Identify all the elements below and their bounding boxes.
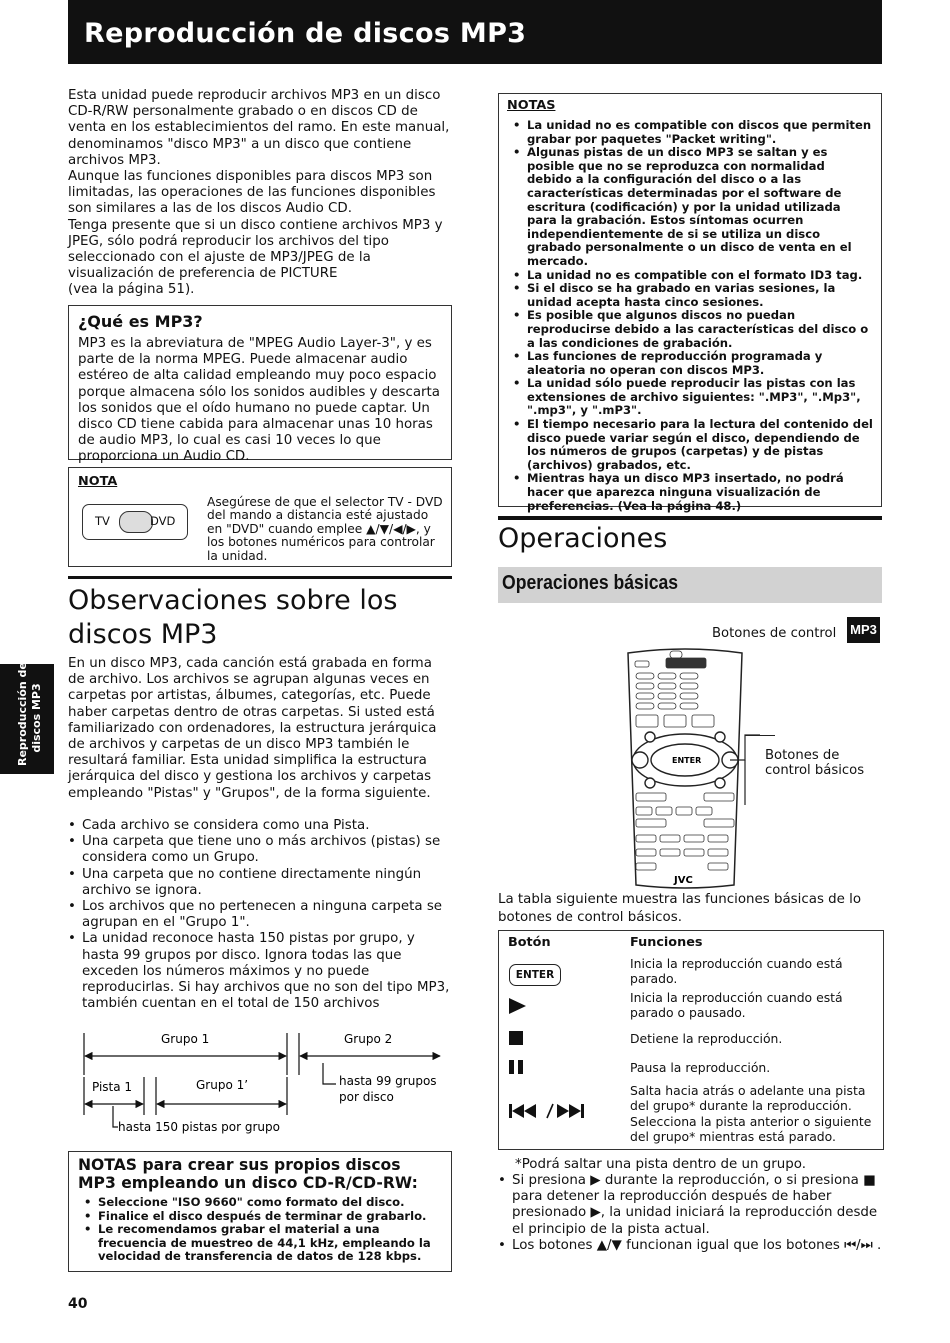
page-title: Reproducción de discos MP3 [84, 18, 527, 49]
notas-list [511, 119, 873, 513]
botones-control-label: Botones de control [712, 626, 837, 641]
section-divider [498, 516, 882, 520]
mp3-badge-text: MP3 [850, 622, 877, 637]
list-item: • El tiempo necesario para la lectura del contenido del disco puede variar según el disco, dependiendo de los números de grupos (carpetas) y de pistas (archivos) grabados, etc. [511, 418, 873, 472]
notas-crear-box [68, 1151, 452, 1272]
list-item: • Los archivos que no pertenecen a ninguna carpeta se agrupan en el "Grupo 1". [68, 899, 452, 931]
list-item: • La unidad sólo puede reproducir las pistas con las extensiones de archivo siguientes: ".MP3", ".Mp3", ".mp3", y ".mP3". [511, 377, 873, 418]
group-structure-diagram [68, 1025, 452, 1140]
hasta99-label: hasta 99 grupos [339, 1074, 437, 1088]
tv-dvd-switch [82, 504, 188, 540]
intro-section [68, 88, 452, 299]
table-row-text: Inicia la reproducción cuando está parado o pausado. [630, 990, 843, 1021]
intro-paragraph: Aunque las funciones disponibles para discos MP3 son limitadas, las operaciones de las funciones disponibles son similares a las de los discos Audio CD. [68, 169, 436, 217]
notas-crear-list [82, 1196, 442, 1264]
mp3-badge [847, 617, 880, 643]
list-item: • Mientras haya un disco MP3 insertado, no podrá hacer que aparezca ninguna visualización de preferencias. (Vea la página 48.) [511, 472, 873, 513]
notas-crear-title [78, 1156, 442, 1192]
observaciones-list [68, 818, 452, 1012]
nota-text: Asegúrese de que el selector TV - DVD del mando a distancia esté ajustado en "DVD" cuando emplee ▲/▼/◀/▶, y los botones numéricos para controlar la unidad. [207, 495, 443, 563]
grupo1-prime-label: Grupo 1’ [196, 1078, 249, 1092]
enter-button-label: ENTER [515, 969, 555, 981]
intro-paragraph: Tenga presente que si un disco contiene archivos MP3 y JPEG, sólo podrá reproducir los archivos del tipo seleccionado con el ajuste de MP3/JPEG de la visualización de preferencia de PICTURE [68, 217, 443, 282]
side-tab-line: discos MP3 [30, 683, 43, 753]
table-row-text: Inicia la reproducción cuando está parado. [630, 956, 843, 987]
grupo2-label: Grupo 2 [344, 1032, 393, 1046]
table-header-boton: Botón [508, 935, 551, 950]
table-header-funciones: Funciones [630, 935, 703, 950]
list-item: • Una carpeta que no contiene directamente ningún archivo se ignora. [68, 867, 452, 899]
list-item: • Finalice el disco después de terminar de grabarlo. [82, 1210, 442, 1224]
intro-paragraph: (vea la página 51). [68, 282, 195, 298]
page-header [68, 0, 882, 64]
footnote-list [498, 1173, 882, 1254]
hasta150-label: hasta 150 pistas por grupo [118, 1120, 280, 1134]
list-item: • Si presiona ▶ durante la reproducción, o si presiona ■ para detener la reproducción después de haber presionado ▶, la unidad iniciará la reproducción desde el principio de la pista actual. [498, 1173, 882, 1238]
pause-icon [509, 1060, 523, 1074]
list-item: • La unidad no es compatible con el formato ID3 tag. [511, 269, 873, 283]
switch-knob-icon [119, 511, 153, 533]
observaciones-title-line: discos MP3 [68, 619, 218, 650]
que-es-mp3-title: ¿Qué es MP3? [78, 312, 203, 331]
list-item: • Una carpeta que tiene uno o más archivos (pistas) se considera como un Grupo. [68, 834, 452, 866]
observaciones-text: En un disco MP3, cada canción está grabada en forma de archivo. Los archivos se agrupan algunas veces en carpetas por artistas, álbumes, categorías, etc. Puede haber carpetas dentro de otras carpetas. Si usted está familiarizado con ordenadores, la estructura jerárquica de archivos y carpetas de un disco MP3 también le resultará familiar. Esta unidad simplifica la estructura jerárquica del disco y gestiona los archivos y carpetas empleando "Pistas" y "Grupos", de la forma siguiente. [68, 656, 437, 801]
observaciones-title [68, 584, 452, 652]
list-item: • Seleccione "ISO 9660" como formato del disco. [82, 1196, 442, 1210]
switch-dvd-label: DVD [150, 514, 176, 528]
list-item: • Si el disco se ha grabado en varias sesiones, la unidad acepta hasta cinco sesiones. [511, 282, 873, 309]
que-es-mp3-text: MP3 es la abreviatura de "MPEG Audio Layer-3", y es parte de la norma MPEG. Puede almacenar audio estéreo de alta calidad empleando muy poco espacio porque almacena sólo los sonidos audibles y descarta los sonidos que el oído humano no puede captar. Un disco CD tiene cabida para almacenar unas 10 horas de audio MP3, lo cual es casi 10 veces lo que proporciona un Audio CD. [78, 336, 440, 465]
skip-icon [509, 1102, 597, 1120]
play-icon [509, 998, 526, 1014]
table-row-text: Detiene la reproducción. [630, 1031, 783, 1046]
tabla-intro: La tabla siguiente muestra las funciones básicas de lo botones de control básicos. [498, 892, 862, 925]
remote-enter-label: ENTER [672, 756, 702, 765]
list-item: • Cada archivo se considera como una Pista. [68, 818, 452, 834]
side-tab-line: Reproducción de [16, 662, 29, 766]
switch-tv-label: TV [95, 514, 110, 528]
pista1-label: Pista 1 [92, 1080, 133, 1094]
table-row-text: Pausa la reproducción. [630, 1060, 771, 1075]
footnote-star: *Podrá saltar una pista dentro de un grupo. [515, 1157, 806, 1172]
section-side-tab [0, 664, 54, 774]
notas-crear-title-line: NOTAS para crear sus propios discos [78, 1156, 401, 1174]
table-row-text: Salta hacia atrás o adelante una pista del grupo* durante la reproducción. Selecciona la pista anterior o siguiente del grupo* mientras está parado. [630, 1083, 872, 1145]
notas-crear-title-line: MP3 empleando un disco CD-R/CD-RW: [78, 1174, 418, 1192]
list-item: • Los botones ▲/▼ funcionan igual que los botones ⏮/⏭ . [498, 1238, 882, 1254]
list-item: • Es posible que algunos discos no puedan reproducirse debido a las características del disco o a las condiciones de grabación. [511, 309, 873, 350]
list-item: • Le recomendamos grabar el material a una frecuencia de muestreo de 44,1 kHz, empleando la velocidad de transferencia de datos de 128 kbps. [82, 1223, 442, 1264]
callout-line [745, 735, 775, 736]
list-item: • Las funciones de reproducción programada y aleatoria no operan con discos MP3. [511, 350, 873, 377]
remote-brand-logo: JVC [674, 875, 693, 886]
botones-basicos-line: Botones de [765, 748, 840, 763]
enter-button-icon [509, 964, 561, 986]
nota-title: NOTA [78, 474, 118, 489]
functions-table [498, 930, 884, 1150]
operaciones-basicas-title: Operaciones básicas [502, 572, 679, 594]
page-number: 40 [68, 1296, 88, 1312]
intro-paragraph: Esta unidad puede reproducir archivos MP3 en un disco CD-R/RW personalmente grabado o en discos CD de venta en los establecimientos del ramo. En este manual, denominamos "disco MP3" a un disco que contiene archivos MP3. [68, 88, 450, 168]
operaciones-basicas-bar [498, 567, 882, 603]
section-divider [68, 576, 452, 579]
list-item: • La unidad reconoce hasta 150 pistas por grupo, y hasta 99 grupos por disco. Ignora todas las que exceden los números máximos y no puede reproducirlas. Si hay archivos que no son del tipo MP3, también cuentan en el total de 150 archivos [68, 931, 452, 1012]
por-disco-label: por disco [339, 1090, 394, 1104]
grupo1-label: Grupo 1 [161, 1032, 210, 1046]
botones-basicos-line: control básicos [765, 763, 865, 778]
stop-icon [509, 1031, 523, 1045]
remote-control-illustration [600, 645, 770, 890]
notas-title: NOTAS [507, 98, 556, 113]
list-item: • La unidad no es compatible con discos que permiten grabar por paquetes "Packet writing". [511, 119, 873, 146]
nota-box [68, 467, 452, 567]
que-es-mp3-box [68, 305, 452, 465]
botones-basicos-label [765, 748, 864, 778]
operaciones-title: Operaciones [498, 523, 668, 554]
observaciones-title-line: Observaciones sobre los [68, 585, 398, 616]
notas-box [498, 93, 882, 513]
list-item: • Algunas pistas de un disco MP3 se saltan y es posible que no se reproduzca con normalidad debido a la configuración del disco o a las características determinadas por el software de escritura (codificación) y por la unidad utilizada para la grabación. Estos síntomas ocurren independientemente de si se utiliza un disco grabado personalmente o un disco de venta en el mercado. [511, 146, 873, 268]
